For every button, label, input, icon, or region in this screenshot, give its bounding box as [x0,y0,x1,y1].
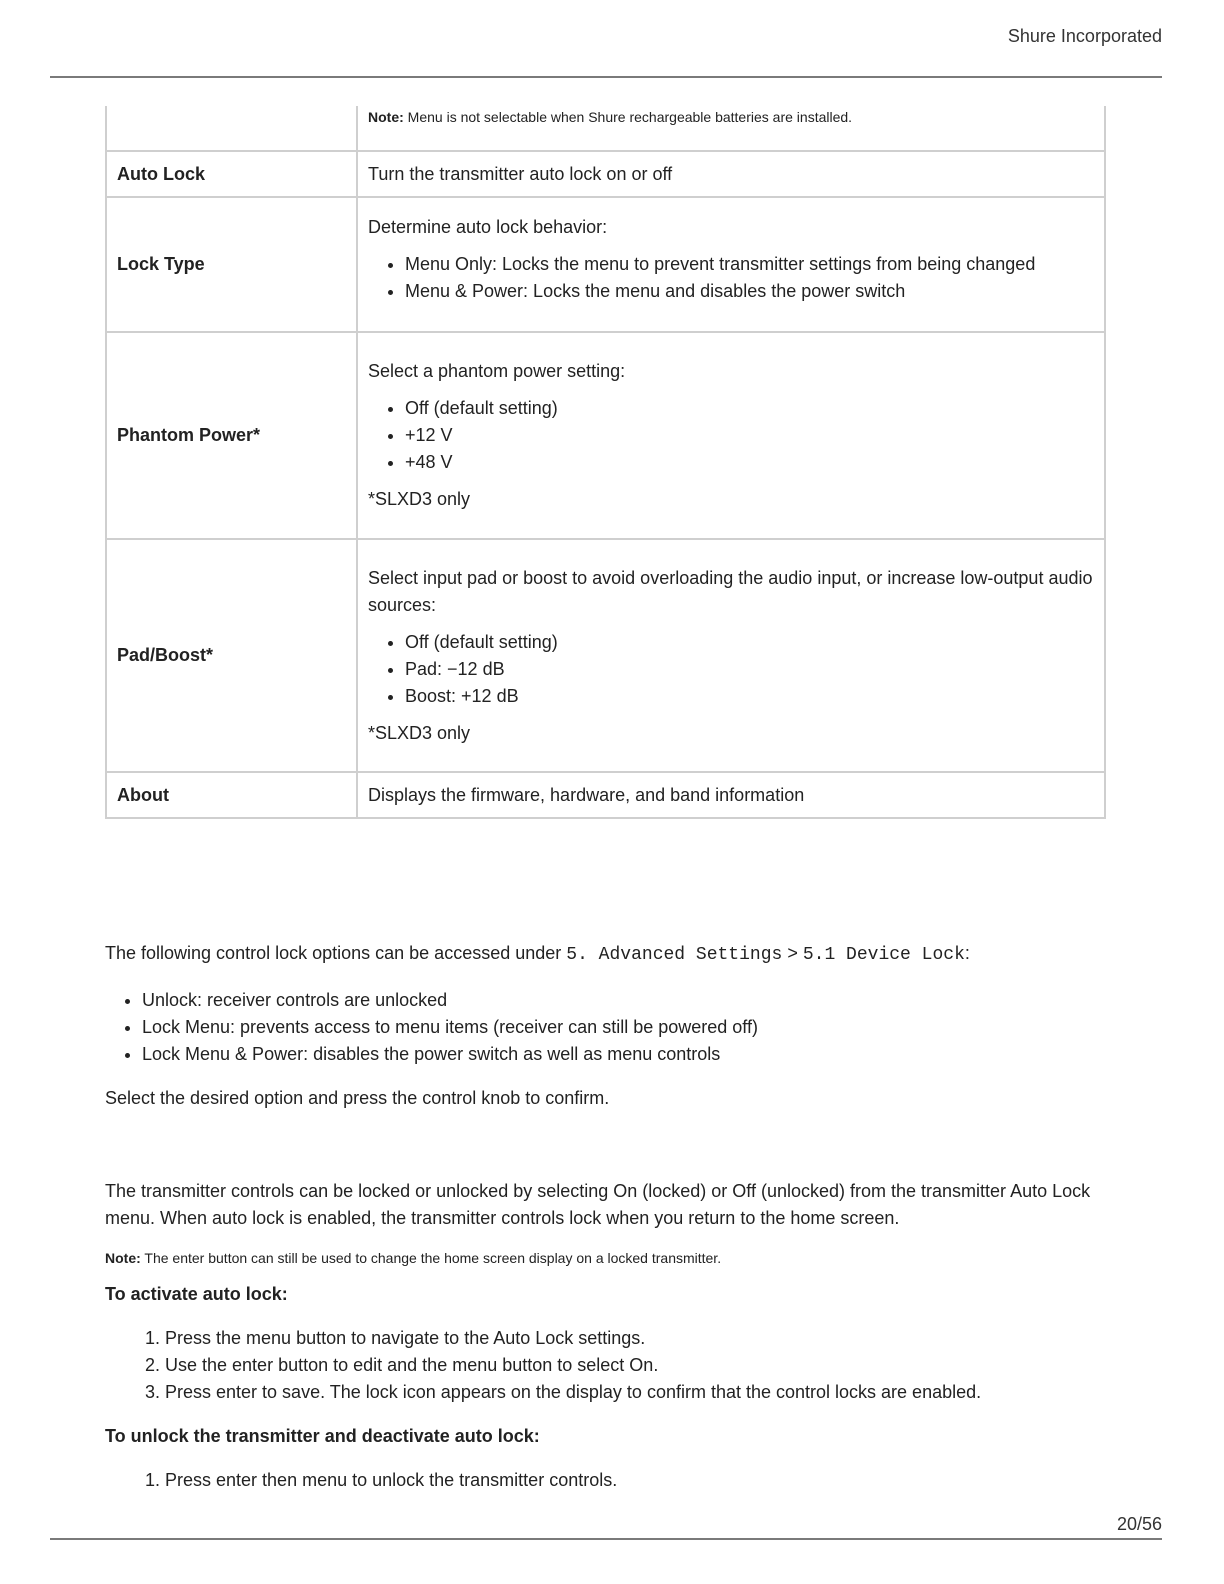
list-item: 1. Press enter then menu to unlock the transmitter controls. [165,1467,1095,1494]
table-row [106,772,1105,818]
row-label-pad-boost: Pad/Boost* [106,539,357,772]
list-item: • +48 V [405,449,1094,476]
table-row [106,539,1105,772]
receiver-lock-section [105,940,1095,969]
list-item: • Pad: −12 dB [405,656,1094,683]
table-row [106,106,1105,151]
receiver-lock-intro: The following control lock options can be accessed under 5. Advanced Settings > 5.1 Device Lock: [105,943,970,965]
deactivate-steps-list [105,1467,1095,1494]
list-item: • Boost: +12 dB [405,683,1094,710]
list-item: • Menu & Power: Locks the menu and disables the power switch [405,278,1094,305]
table-label-cell [106,106,357,151]
list-item: • Menu Only: Locks the menu to prevent transmitter settings from being changed [405,251,1094,278]
deactivate-steps [105,1467,1095,1494]
footer-divider [50,1538,1162,1540]
row-label-auto-lock: Auto Lock [106,151,357,197]
table-row [106,332,1105,539]
settings-table [105,106,1106,819]
lock-type-list [368,251,1094,305]
list-item: • Lock Menu: prevents access to menu items (receiver can still be powered off) [142,1014,1095,1041]
receiver-lock-list [105,987,1095,1068]
row-desc-auto-lock: Turn the transmitter auto lock on or off [357,151,1105,197]
row-desc-about: Displays the firmware, hardware, and band information [357,772,1105,818]
list-item: 1. Press the menu button to navigate to the Auto Lock settings. [165,1325,1095,1352]
list-item: • Unlock: receiver controls are unlocked [142,987,1095,1014]
header-company: Shure Incorporated [1007,26,1162,46]
row-label-phantom-power: Phantom Power* [106,332,357,539]
row-desc-pad-boost [357,539,1105,772]
row-desc-lock-type [357,197,1105,332]
transmitter-lock-intro: The transmitter controls can be locked or unlocked by selecting On (locked) or Off (unlocked) from the transmitter Auto Lock menu. When auto lock is enabled, the transmitter controls lock when you return to the home screen. [105,1181,1091,1228]
table-desc-cell [357,106,1105,151]
phantom-list [368,395,1094,476]
list-item: • +12 V [405,422,1094,449]
activate-steps [105,1325,1095,1406]
activate-steps-list [105,1325,1095,1406]
list-item: 2. Use the enter button to edit and the menu button to select On. [165,1352,1095,1379]
activate-heading: To activate auto lock: [105,1284,288,1304]
list-item: 3. Press enter to save. The lock icon appears on the display to confirm that the control locks are enabled. [165,1379,1095,1406]
lock-type-intro: Determine auto lock behavior: [368,217,608,237]
receiver-lock-options [105,987,1095,1068]
transmitter-lock-note: Note: The enter button can still be used to change the home screen display on a locked transmitter. [105,1250,722,1266]
pad-boost-list [368,629,1094,710]
menu-path-device-lock: 5.1 Device Lock [802,945,965,965]
list-item: • Off (default setting) [405,629,1094,656]
phantom-intro: Select a phantom power setting: [368,361,626,381]
table-row [106,151,1105,197]
list-item: • Off (default setting) [405,395,1094,422]
list-item: • Lock Menu & Power: disables the power switch as well as menu controls [142,1041,1095,1068]
phantom-footnote: *SLXD3 only [368,489,471,509]
deactivate-heading: To unlock the transmitter and deactivate auto lock: [105,1426,540,1446]
menu-path-advanced-settings: 5. Advanced Settings [566,945,783,965]
pad-boost-intro: Select input pad or boost to avoid overloading the audio input, or increase low-output audio sources: [368,567,1093,615]
receiver-lock-confirm: Select the desired option and press the control knob to confirm. [105,1088,610,1108]
row-label-lock-type: Lock Type [106,197,357,332]
page-number: 20/56 [1116,1514,1162,1534]
row-label-about: About [106,772,357,818]
table-row [106,197,1105,332]
row-desc-phantom-power [357,332,1105,539]
header-divider [50,76,1162,78]
battery-note: Note: Menu is not selectable when Shure rechargeable batteries are installed. [368,109,853,125]
pad-boost-footnote: *SLXD3 only [368,722,471,743]
